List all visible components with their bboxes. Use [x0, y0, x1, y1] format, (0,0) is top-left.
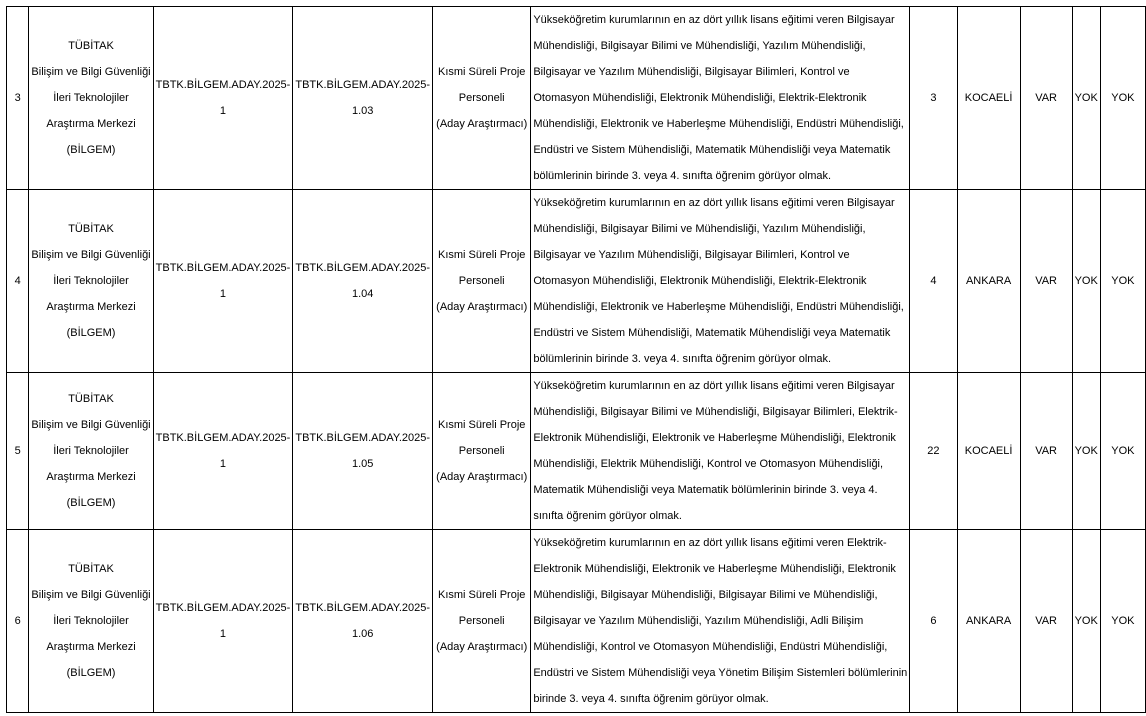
requirement-line: bölümlerinin birinde 3. veya 4. sınıfta öğrenim görüyor olmak.	[533, 353, 832, 365]
requirement-line: Bilgisayar ve Yazılım Mühendisliği, Bilgisayar Bilimleri, Kontrol ve	[533, 249, 850, 261]
code-line: TBTK.BİLGEM.ADAY.2025-	[295, 262, 431, 274]
code-a-cell	[153, 373, 293, 530]
institution-line: Bilişim ve Bilgi Güvenliği	[31, 419, 151, 431]
requirement-line: Endüstri ve Sistem Mühendisliği veya Yönetim Bilişim Sistemleri bölümlerinin	[533, 667, 908, 679]
requirement-line: Mühendisliği, Elektronik ve Haberleşme Mühendisliği, Endüstri Mühendisliği,	[533, 118, 904, 130]
status-cell-3: YOK	[1100, 190, 1145, 373]
position-line: (Aday Araştırmacı)	[436, 118, 528, 130]
status-cell-3: YOK	[1100, 7, 1145, 190]
requirement-line: Endüstri ve Sistem Mühendisliği, Matematik Mühendisliği veya Matematik	[533, 144, 891, 156]
requirements-cell	[531, 373, 910, 530]
row-number: 5	[7, 373, 29, 530]
requirement-line: birinde 3. veya 4. sınıfta öğrenim görüyor olmak.	[533, 693, 769, 705]
code-line: TBTK.BİLGEM.ADAY.2025-	[155, 602, 291, 614]
requirement-line: Elektronik Mühendisliği, Elektronik ve Haberleşme Mühendisliği, Elektronik	[533, 432, 896, 444]
code-a-cell	[153, 190, 293, 373]
status-cell-1: VAR	[1020, 190, 1072, 373]
code-line: TBTK.BİLGEM.ADAY.2025-	[155, 262, 291, 274]
position-cell	[433, 373, 531, 530]
requirement-line: sınıfta öğrenim görüyor olmak.	[533, 510, 682, 522]
position-line: Kısmi Süreli Proje	[437, 589, 526, 601]
requirement-line: Mühendisliği, Elektrik Mühendisliği, Kontrol ve Otomasyon Mühendisliği,	[533, 458, 884, 470]
count-cell: 22	[910, 373, 957, 530]
requirement-line: Bilgisayar ve Yazılım Mühendisliği, Bilgisayar Bilimleri, Kontrol ve	[533, 66, 850, 78]
code-b-cell	[293, 190, 433, 373]
institution-line: TÜBİTAK	[68, 393, 114, 405]
institution-line: Araştırma Merkezi	[46, 471, 136, 483]
position-line: Personeli	[458, 92, 505, 104]
institution-cell	[29, 7, 153, 190]
row-number: 3	[7, 7, 29, 190]
requirement-line: Mühendisliği, Elektronik ve Haberleşme Mühendisliği, Endüstri Mühendisliği,	[533, 301, 904, 313]
institution-line: (BİLGEM)	[66, 144, 116, 156]
institution-line: Bilişim ve Bilgi Güvenliği	[31, 66, 151, 78]
institution-line: İleri Teknolojiler	[53, 92, 129, 104]
institution-cell	[29, 530, 153, 713]
position-line: Kısmi Süreli Proje	[437, 66, 526, 78]
code-line: TBTK.BİLGEM.ADAY.2025-	[295, 79, 431, 91]
status-cell-3: YOK	[1100, 373, 1145, 530]
code-line: 1.05	[351, 458, 374, 470]
requirement-line: Mühendisliği, Kontrol ve Otomasyon Mühendisliği, Endüstri Mühendisliği,	[533, 641, 888, 653]
code-line: 1	[219, 628, 227, 640]
position-cell	[433, 7, 531, 190]
table-row	[7, 190, 1146, 373]
position-line: Personeli	[458, 615, 505, 627]
requirement-line: Yükseköğretim kurumlarının en az dört yıllık lisans eğitimi veren Bilgisayar	[533, 380, 895, 392]
institution-cell	[29, 373, 153, 530]
institution-line: İleri Teknolojiler	[53, 445, 129, 457]
position-line: Kısmi Süreli Proje	[437, 249, 526, 261]
requirement-line: Yükseköğretim kurumlarının en az dört yıllık lisans eğitimi veren Elektrik-	[533, 537, 887, 549]
code-line: 1.04	[351, 288, 374, 300]
status-cell-1: VAR	[1020, 530, 1072, 713]
institution-line: Bilişim ve Bilgi Güvenliği	[31, 589, 151, 601]
code-line: TBTK.BİLGEM.ADAY.2025-	[155, 432, 291, 444]
code-a-cell	[153, 530, 293, 713]
code-a-cell	[153, 7, 293, 190]
requirement-line: Mühendisliği, Bilgisayar Bilimi ve Mühendisliği, Yazılım Mühendisliği,	[533, 223, 866, 235]
code-b-cell	[293, 373, 433, 530]
institution-line: (BİLGEM)	[66, 327, 116, 339]
requirement-line: Mühendisliği, Bilgisayar Mühendisliği, Bilgisayar Bilimi ve Mühendisliği,	[533, 589, 878, 601]
institution-line: İleri Teknolojiler	[53, 615, 129, 627]
status-cell-3: YOK	[1100, 530, 1145, 713]
position-line: Kısmi Süreli Proje	[437, 419, 526, 431]
institution-line: Araştırma Merkezi	[46, 301, 136, 313]
status-cell-2: YOK	[1072, 7, 1100, 190]
requirement-line: Otomasyon Mühendisliği, Elektronik Mühendisliği, Elektrik-Elektronik	[533, 275, 867, 287]
code-b-cell	[293, 530, 433, 713]
row-number: 6	[7, 530, 29, 713]
requirement-line: Matematik Mühendisliği veya Matematik bölümlerinin birinde 3. veya 4.	[533, 484, 878, 496]
requirements-cell	[531, 7, 910, 190]
requirement-line: Bilgisayar ve Yazılım Mühendisliği, Yazılım Mühendisliği, Adli Bilişim	[533, 615, 864, 627]
institution-line: TÜBİTAK	[68, 563, 114, 575]
city-cell: KOCAELİ	[957, 373, 1020, 530]
code-line: 1	[219, 458, 227, 470]
table-row	[7, 7, 1146, 190]
requirements-cell	[531, 530, 910, 713]
requirement-line: Elektronik Mühendisliği, Elektronik ve Haberleşme Mühendisliği, Elektronik	[533, 563, 896, 575]
institution-line: TÜBİTAK	[68, 40, 114, 52]
institution-line: (BİLGEM)	[66, 667, 116, 679]
code-b-cell	[293, 7, 433, 190]
table-row	[7, 530, 1146, 713]
institution-line: (BİLGEM)	[66, 497, 116, 509]
institution-line: Araştırma Merkezi	[46, 118, 136, 130]
requirements-cell	[531, 190, 910, 373]
position-line: (Aday Araştırmacı)	[436, 641, 528, 653]
code-line: TBTK.BİLGEM.ADAY.2025-	[295, 602, 431, 614]
count-cell: 6	[910, 530, 957, 713]
positions-table	[6, 6, 1146, 713]
row-number: 4	[7, 190, 29, 373]
city-cell: ANKARA	[957, 190, 1020, 373]
requirement-line: Mühendisliği, Bilgisayar Bilimi ve Mühendisliği, Yazılım Mühendisliği,	[533, 40, 866, 52]
count-cell: 4	[910, 190, 957, 373]
position-line: Personeli	[458, 445, 505, 457]
city-cell: ANKARA	[957, 530, 1020, 713]
code-line: 1	[219, 288, 227, 300]
requirement-line: Mühendisliği, Bilgisayar Bilimi ve Mühendisliği, Bilgisayar Bilimleri, Elektrik-	[533, 406, 898, 418]
count-cell: 3	[910, 7, 957, 190]
position-line: (Aday Araştırmacı)	[436, 471, 528, 483]
table-row	[7, 373, 1146, 530]
institution-line: İleri Teknolojiler	[53, 275, 129, 287]
position-line: (Aday Araştırmacı)	[436, 301, 528, 313]
status-cell-2: YOK	[1072, 530, 1100, 713]
requirement-line: Yükseköğretim kurumlarının en az dört yıllık lisans eğitimi veren Bilgisayar	[533, 197, 895, 209]
institution-line: TÜBİTAK	[68, 223, 114, 235]
position-line: Personeli	[458, 275, 505, 287]
code-line: TBTK.BİLGEM.ADAY.2025-	[295, 432, 431, 444]
requirement-line: bölümlerinin birinde 3. veya 4. sınıfta öğrenim görüyor olmak.	[533, 170, 832, 182]
status-cell-1: VAR	[1020, 7, 1072, 190]
status-cell-1: VAR	[1020, 373, 1072, 530]
city-cell: KOCAELİ	[957, 7, 1020, 190]
position-cell	[433, 530, 531, 713]
status-cell-2: YOK	[1072, 373, 1100, 530]
requirement-line: Yükseköğretim kurumlarının en az dört yıllık lisans eğitimi veren Bilgisayar	[533, 14, 895, 26]
requirement-line: Endüstri ve Sistem Mühendisliği, Matematik Mühendisliği veya Matematik	[533, 327, 891, 339]
code-line: TBTK.BİLGEM.ADAY.2025-	[155, 79, 291, 91]
code-line: 1	[219, 105, 227, 117]
institution-cell	[29, 190, 153, 373]
status-cell-2: YOK	[1072, 190, 1100, 373]
code-line: 1.06	[351, 628, 374, 640]
code-line: 1.03	[351, 105, 374, 117]
institution-line: Bilişim ve Bilgi Güvenliği	[31, 249, 151, 261]
position-cell	[433, 190, 531, 373]
requirement-line: Otomasyon Mühendisliği, Elektronik Mühendisliği, Elektrik-Elektronik	[533, 92, 867, 104]
institution-line: Araştırma Merkezi	[46, 641, 136, 653]
